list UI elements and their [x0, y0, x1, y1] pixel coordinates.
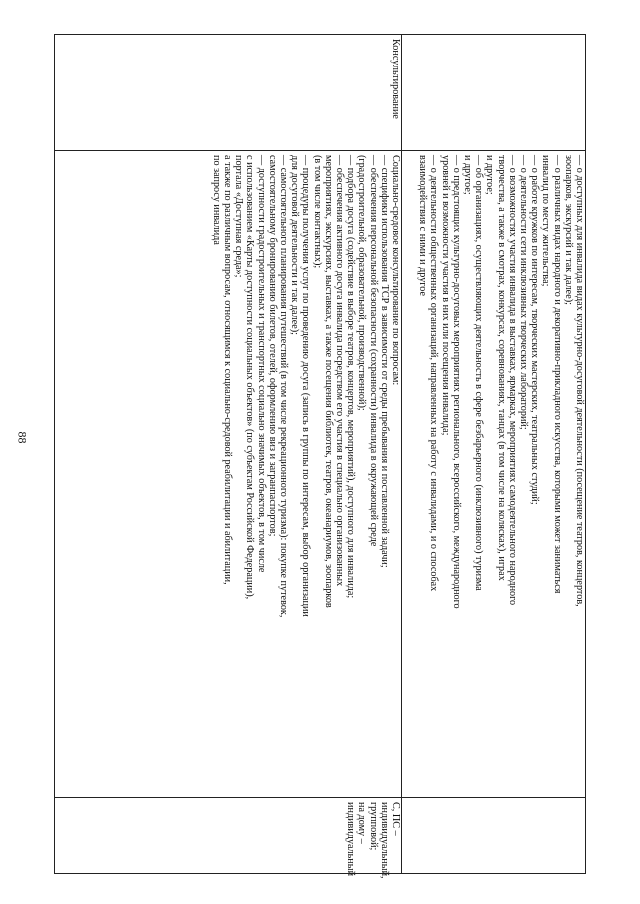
text-line: — обеспечения персональной безопасности (сохранности) инвалида в окружающей среде [367, 155, 379, 547]
text-line: инвалид по месту жительства; [540, 155, 552, 287]
text-line: а также по различным вопросам, относящимся к социально-средовой реабилитации и абилитации, [221, 155, 233, 585]
text-line: зоопарков, экскурсий и так далее); [562, 155, 574, 305]
service-description-cell [402, 151, 586, 798]
text-line: — о возможностях участия инвалида в выставках, ярмарках, мероприятиях самодеятельного народного [506, 155, 518, 606]
text-line: творчества, а также в смотрах, конкурсах, соревнованиях, танцах (в том числе на колясках), играх [495, 155, 507, 581]
text-line: — о деятельности сети инклюзивных творческих лабораторий; [517, 155, 529, 430]
text-line: — о предстоящих культурно-досуговых мероприятиях регионального, всероссийского, международного [450, 155, 462, 609]
text-line: С, ПС – [390, 802, 401, 836]
text-line: для досуговой деятельности и так далее); [289, 155, 301, 335]
text-line: и другое; [461, 155, 473, 195]
text-line: взаимодействия с ними и другое [417, 155, 429, 296]
text-line: самостоятельному бронированию билетов, отелей, оформлению виз и загранпаспортов; [266, 155, 278, 537]
text-line: мероприятиях, экскурсиях, выставках, а также посещения библиотек, театров, океанариумов, зоопарков [322, 155, 334, 608]
table-row [55, 35, 402, 874]
service-form-cell [55, 798, 402, 879]
text-line: индивидуальный, [378, 802, 390, 879]
text-line: — обеспечения активного досуга инвалида посредством его участия в специально организованных [333, 155, 345, 587]
rotated-page-content [54, 34, 586, 879]
text-line: на дому – [356, 802, 368, 844]
text-line: (градостроительной, образовательной, производственной); [356, 155, 368, 411]
text-line: Социально-средовое консультирование по вопросам: [390, 155, 401, 386]
text-line: — подбора досуга (содействие в выборе театров, концертов, мероприятий), доступного для инвалида; [345, 155, 357, 599]
text-line: — об организациях, осуществляющих деятельность в сфере безбарьерного (инклюзивного) туризма [473, 155, 485, 591]
text-line: (в том числе контактных); [311, 155, 323, 269]
page-number: 88 [15, 431, 30, 444]
text-line: по запросу инвалида [210, 155, 222, 245]
text-line: индивидуальный [345, 802, 357, 877]
text-line: — о различных видах народного и декоративно-прикладного искусства, которыми может заниматься [551, 155, 563, 594]
text-line: с использованием «Карты доступности социальных объектов» (по субъектам Российской Федерации), [244, 155, 256, 600]
service-name-cell: Консультирование [55, 35, 402, 151]
text-line: — доступности градостроительных и транспортных социально значимых объектов, в том числе [255, 155, 267, 573]
services-table [54, 34, 586, 879]
text-line: и другое; [484, 155, 496, 195]
service-name-cell [402, 35, 586, 151]
text-line: — о работе кружков по интересам, творческих мастерских, театральных студий; [529, 155, 541, 505]
text-line: портала «Доступная среда»; [233, 155, 245, 278]
text-line: групповой; [367, 802, 379, 851]
text-line: — самостоятельного планирования путешествий (в том числе рекреационного туризма): покупке путевок, [277, 155, 289, 618]
text-line: — специфики использования ТСР в зависимости от среды пребывания и поставленной задачи; [378, 155, 390, 568]
service-form-cell [402, 798, 586, 874]
table-row [402, 35, 586, 874]
text-line: — о доступных для инвалида видах культурно-досуговой деятельности (посещение театров, концертов, [574, 155, 585, 607]
text-line: уровней и возможности участия в них или посещения инвалида; [439, 155, 451, 436]
text-line: — процедуры получения услуг по проведению досуга (запись в группы по интересам, выбор организации [300, 155, 312, 617]
service-description-cell [55, 151, 402, 798]
text-line: — о деятельности общественных организаций, направленных на работу с инвалидами, и о способах [428, 155, 440, 592]
